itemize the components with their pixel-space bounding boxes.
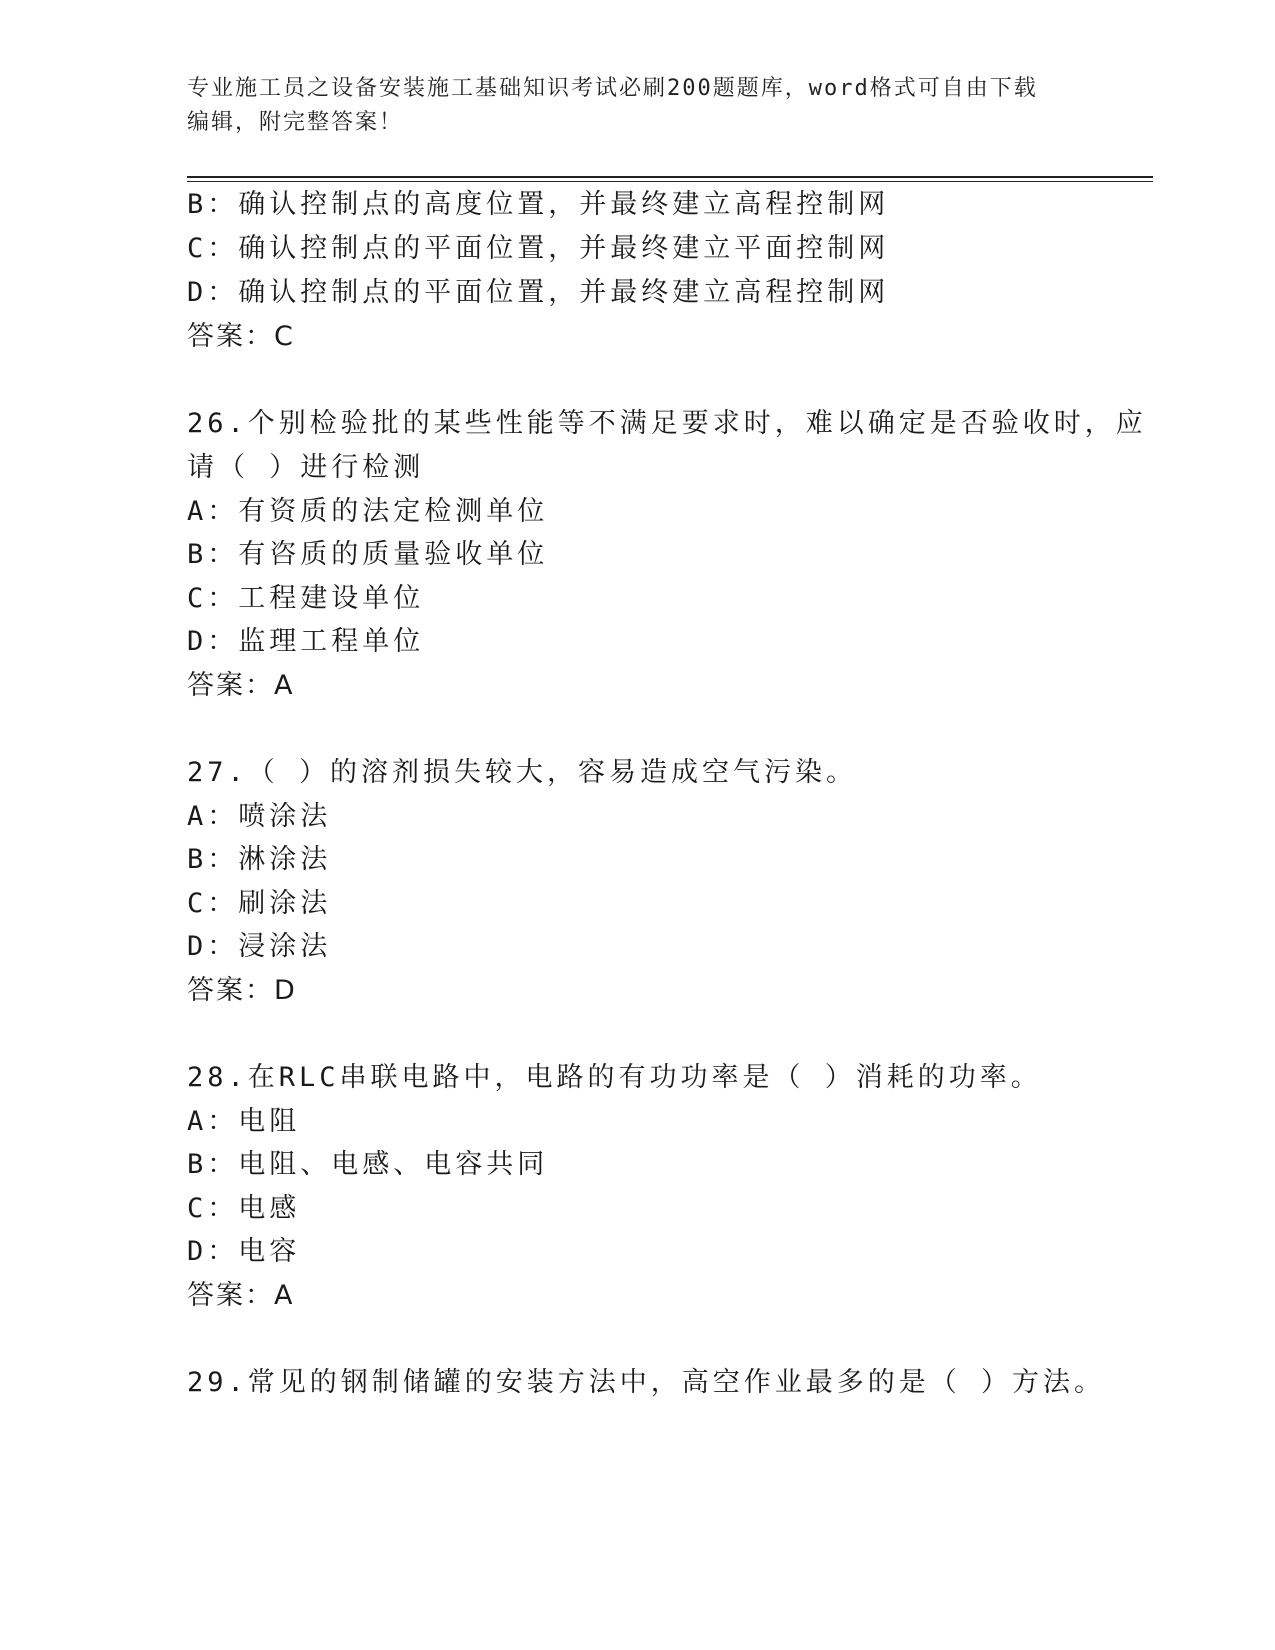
answer: 答案：A [187,1280,295,1311]
option-d: D：监理工程单位 [187,626,425,657]
question-stem: 26.个别检验批的某些性能等不满足要求时，难以确定是否验收时，应 [187,408,1147,439]
header-divider-thin [187,181,1153,182]
header-title-line-1: 专业施工员之设备安装施工基础知识考试必刷200题题库，word格式可自由下载 [187,76,1038,101]
question-stem: 29.常见的钢制储罐的安装方法中，高空作业最多的是（ ）方法。 [187,1367,1106,1398]
option-d: D：浸涂法 [187,931,332,962]
question-stem: 28.在RLC串联电路中，电路的有功功率是（ ）消耗的功率。 [187,1062,1042,1093]
document-header [187,72,1077,140]
option-c: C：刷涂法 [187,888,332,919]
option-b: B：电阻、电感、电容共同 [187,1149,549,1180]
option-b: B：淋涂法 [187,844,332,875]
option-c: C：电感 [187,1193,301,1224]
option-a: A：喷涂法 [187,801,332,832]
header-title-line-2: 编辑，附完整答案！ [187,110,404,135]
option-b: B：确认控制点的高度位置，并最终建立高程控制网 [187,189,890,220]
answer: 答案：D [187,975,297,1006]
option-b: B：有咨质的质量验收单位 [187,539,549,570]
option-c: C：确认控制点的平面位置，并最终建立平面控制网 [187,233,890,264]
header-divider-thick [187,176,1153,178]
answer: 答案：C [187,321,295,352]
question-stem: 请（ ）进行检测 [187,452,425,483]
option-c: C：工程建设单位 [187,583,425,614]
option-d: D：确认控制点的平面位置，并最终建立高程控制网 [187,277,890,308]
answer: 答案：A [187,670,295,701]
question-stem: 27.（ ）的溶剂损失较大，容易造成空气污染。 [187,757,858,788]
option-a: A：有资质的法定检测单位 [187,496,549,527]
option-a: A：电阻 [187,1106,301,1137]
option-d: D：电容 [187,1236,301,1267]
